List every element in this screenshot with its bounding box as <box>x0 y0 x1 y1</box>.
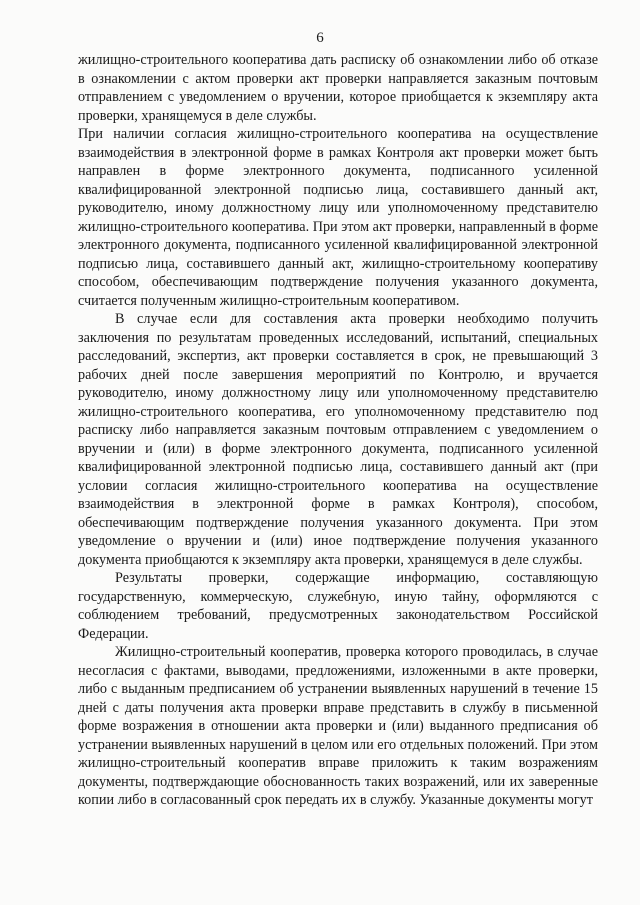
paragraph: При наличии согласия жилищно-строительного кооператива на осуществление взаимодействия в электронной форме в рамках Контроля акт проверки может быть направлен в форме электронного документа, подписанного усиленной квалифицированной электронной подписью лица, составившего данный акт, руководителю, иному должностному лицу или уполномоченному представителю жилищно-строительного кооператива. При этом акт проверки, направленный в форме электронного документа, подписанного усиленной квалифицированной электронной подписью лица, составившего данный акт, жилищно-строительному кооперативу способом, обеспечивающим подтверждение получения указанного документа, считается полученным жилищно-строительным кооперативом. <box>78 126 598 309</box>
page-number: 6 <box>316 30 324 46</box>
paragraph: жилищно-строительного кооператива дать расписку об ознакомлении либо об отказе в ознакомлении с актом проверки акт проверки направляется заказным почтовым отправлением с уведомлением о вручении, которое приобщается к экземпляру акта проверки, хранящемуся в деле службы. <box>78 52 598 124</box>
body-text <box>78 51 598 810</box>
paragraph: В случае если для составления акта проверки необходимо получить заключения по результатам проведенных исследований, испытаний, специальных расследований, экспертиз, акт проверки составляется в срок, не превышающий 3 рабочих дней после завершения мероприятий по Контролю, и вручается руководителю, иному должностному лицу или уполномоченному представителю жилищно-строительного кооператива, его уполномоченному представителю под расписку либо направляется заказным почтовым отправлением с уведомлением о вручении и (или) в форме электронного документа, подписанного усиленной квалифицированной электронной подписью лица, составившего данный акт (при условии согласия жилищно-строительного кооператива на осуществление взаимодействия в электронной форме в рамках Контроля), способом, обеспечивающим подтверждение получения указанного документа. При этом уведомление о вручении и (или) иное подтверждение получения указанного документа приобщаются к экземпляру акта проверки, хранящемуся в деле службы. <box>78 311 598 568</box>
paragraph: Жилищно-строительный кооператив, проверка которого проводилась, в случае несогласия с фактами, выводами, предложениями, изложенными в акте проверки, либо с выданным предписанием об устранении выявленных нарушений в течение 15 дней с даты получения акта проверки вправе представить в службу в письменной форме возражения в отношении акта проверки и (или) выданного предписания об устранении выявленных нарушений в целом или его отдельных положений. При этом жилищно-строительный кооператив вправе приложить к таким возражениям документы, подтверждающие обоснованность таких возражений, или их заверенные копии либо в согласованный срок передать их в службу. Указанные документы могут <box>78 644 598 808</box>
paragraph: Результаты проверки, содержащие информацию, составляющую государственную, коммерческую, служебную, иную тайну, оформляются с соблюдением требований, предусмотренных законодательством Российской Федерации. <box>78 570 598 642</box>
